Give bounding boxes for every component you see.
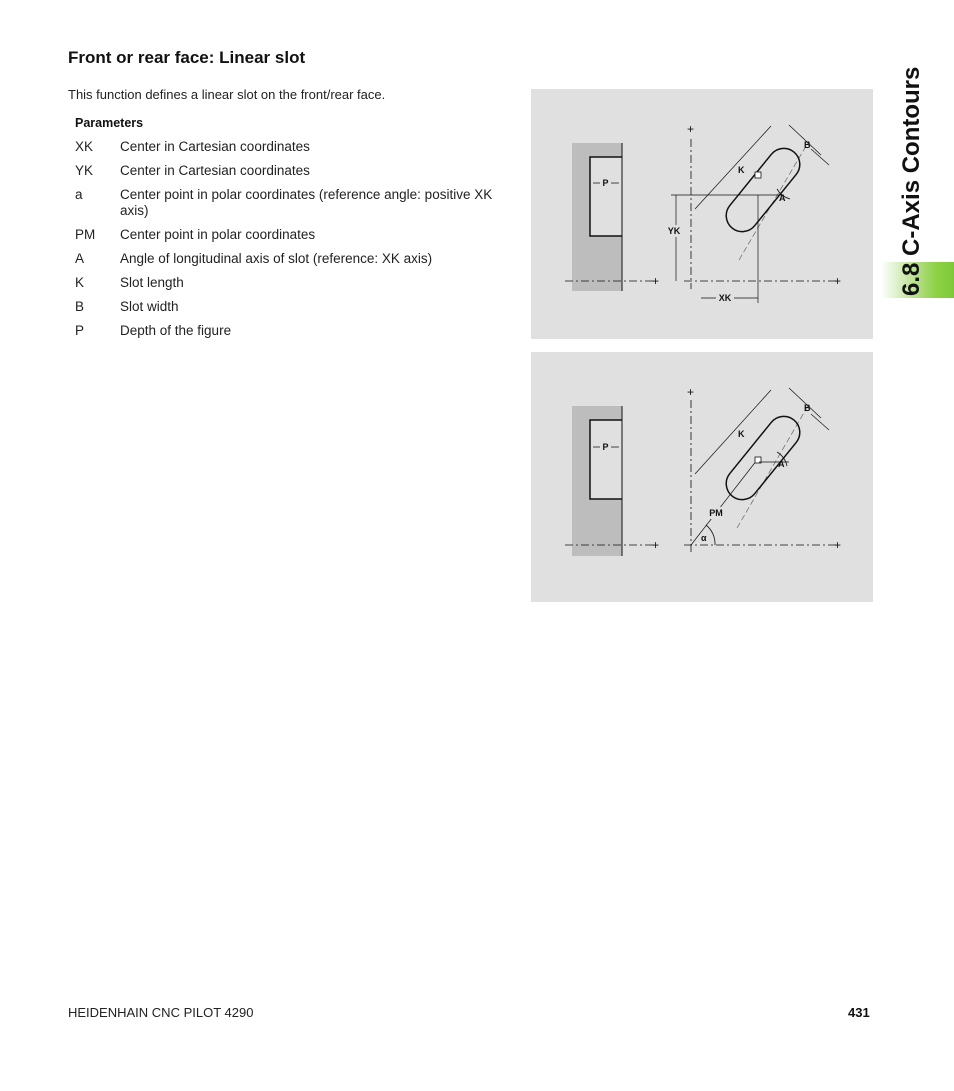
param-key: B [75,299,85,314]
intro-text: This function defines a linear slot on the front/rear face. [68,87,386,102]
param-desc: Center in Cartesian coordinates [120,139,310,154]
param-key: K [75,275,85,290]
param-desc: Center point in polar coordinates [120,227,316,242]
svg-text:+: + [652,538,660,552]
param-key: XK [75,139,94,154]
k-label: K [738,429,745,439]
xk-label: XK [718,293,732,303]
param-desc: Center point in polar coordinates (reference angle: positive XK axis) [120,187,493,218]
param-key: P [75,323,85,338]
p-label: P [602,178,609,188]
svg-text:+: + [687,385,695,399]
yk-label: YK [667,226,681,236]
depth-pocket [590,157,622,236]
b-label: B [804,140,811,150]
slot-center-point [755,172,761,178]
svg-text:+: + [834,274,842,288]
svg-text:+: + [834,538,842,552]
param-desc: Depth of the figure [120,323,232,338]
param-key: PM [75,227,96,242]
param-desc: Center in Cartesian coordinates [120,163,310,178]
param-key: A [75,251,85,266]
alpha-label: α [701,533,707,543]
param-key: a [75,187,83,202]
angle-a-label: A [778,459,785,469]
param-desc: Slot width [120,299,179,314]
p-label: P [602,442,609,452]
param-desc: Slot length [120,275,184,290]
pm-label: PM [709,508,723,518]
slot-diagram-cartesian [531,89,873,339]
footer-page-number: 431 [848,1005,870,1020]
figure-polar-slot [531,352,873,602]
figure-cartesian-slot [531,89,873,339]
slot-diagram-polar [531,352,873,602]
param-desc: Angle of longitudinal axis of slot (reference: XK axis) [120,251,433,266]
svg-text:+: + [652,274,660,288]
slot-outline [720,142,807,238]
footer-product: HEIDENHAIN CNC PILOT 4290 [68,1005,254,1020]
side-section-title: 6.8 C-Axis Contours [898,66,925,296]
k-label: K [738,165,745,175]
angle-a-label: A [779,193,786,203]
parameters-title: Parameters [75,116,144,130]
depth-pocket [590,420,622,499]
b-label: B [804,403,811,413]
param-key: YK [75,163,94,178]
svg-text:+: + [687,122,695,136]
section-heading: Front or rear face: Linear slot [68,48,306,67]
